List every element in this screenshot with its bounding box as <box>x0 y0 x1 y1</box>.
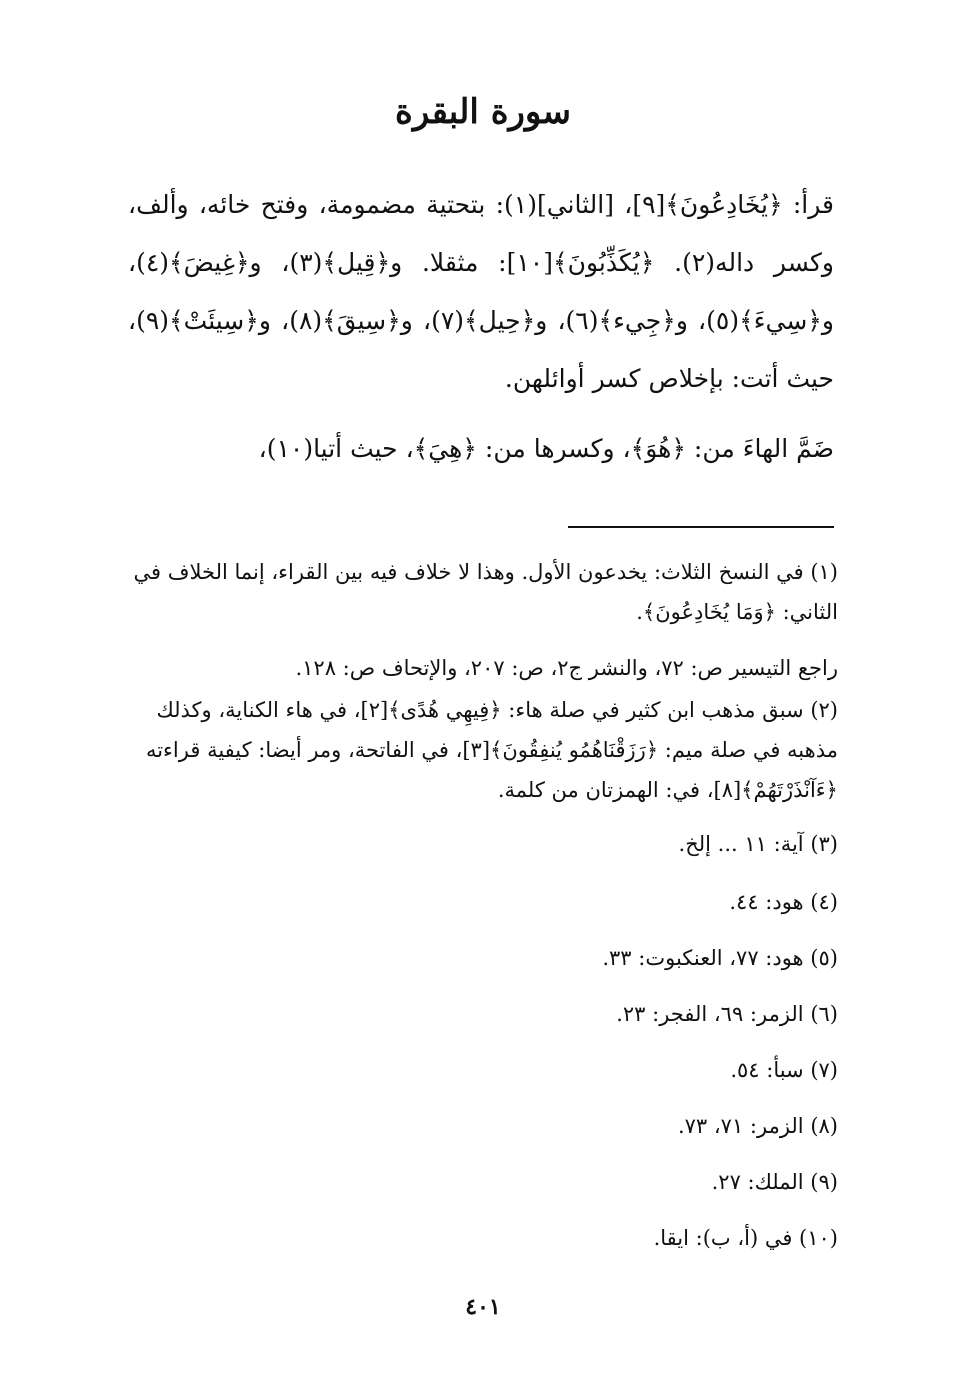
footnote-10: (١٠) في (أ، ب): ايقا. <box>653 1226 838 1250</box>
footnote-5: (٥) هود: ٧٧، العنكبوت: ٣٣. <box>602 946 838 970</box>
footnote-7: (٧) سبأ: ٥٤. <box>730 1058 838 1082</box>
paragraph-1: قرأ: ﴿يُخَادِعُونَ﴾[٩]، [الثاني](١): بتحتية مضمومة، وفتح خائه، وألف، وكسر داله(٢). ﴿يُكَذِّبُونَ﴾[١٠]: مثقلا. و﴿قِيل﴾(٣)، و﴿غِيضَ﴾(٤)، و﴿سِيءَ﴾(٥)، و﴿جِيء﴾(٦)، و﴿حِيل﴾(٧)، و﴿سِيقَ﴾(٨)، و﴿سِيئَتْ﴾(٩)، حيث أتت: بإخلاص كسر أوائلهن. <box>128 190 834 393</box>
footnotes <box>122 552 838 1258</box>
paragraph-2: ضَمَّ الهاءَ من: ﴿هُوَ﴾، وكسرها من: ﴿هِيَ﴾، حيث أتيا(١٠)، <box>258 434 834 463</box>
main-text <box>128 176 834 478</box>
page-number: ٤٠١ <box>465 1294 501 1320</box>
footnote-1-references: راجع التيسير ص: ٧٢، والنشر ج٢، ص: ٢٠٧، والإتحاف ص: ١٢٨. <box>295 656 838 680</box>
chapter-title: سورة البقرة <box>395 92 571 132</box>
footnote-6: (٦) الزمر: ٦٩، الفجر: ٢٣. <box>616 1002 838 1026</box>
footnote-2: (٢) سبق مذهب ابن كثير في صلة هاء: ﴿فِيهِي هُدًى﴾[٢]، في هاء الكناية، وكذلك مذهبه في صلة ميم: ﴿رَزَقْنَاهُمُو يُنفِقُونَ﴾[٣]، في الفاتحة، ومر أيضا: كيفية قراءته ﴿ءَآنْذَرْتَهُمْ﴾[٨]، في: الهمزتان من كلمة. <box>145 698 838 802</box>
footnote-9: (٩) الملك: ٢٧. <box>711 1170 838 1194</box>
footnote-4: (٤) هود: ٤٤. <box>729 890 838 914</box>
footnote-8: (٨) الزمر: ٧١، ٧٣. <box>677 1114 838 1138</box>
footnote-1: (١) في النسخ الثلاث: يخدعون الأول. وهذا لا خلاف فيه بين القراء، إنما الخلاف في الثاني: ﴿وَمَا يُخَادِعُونَ﴾. <box>133 560 838 624</box>
footnote-3: (٣) آية: ١١ ... إلخ. <box>678 832 838 856</box>
footnote-separator <box>568 526 834 528</box>
